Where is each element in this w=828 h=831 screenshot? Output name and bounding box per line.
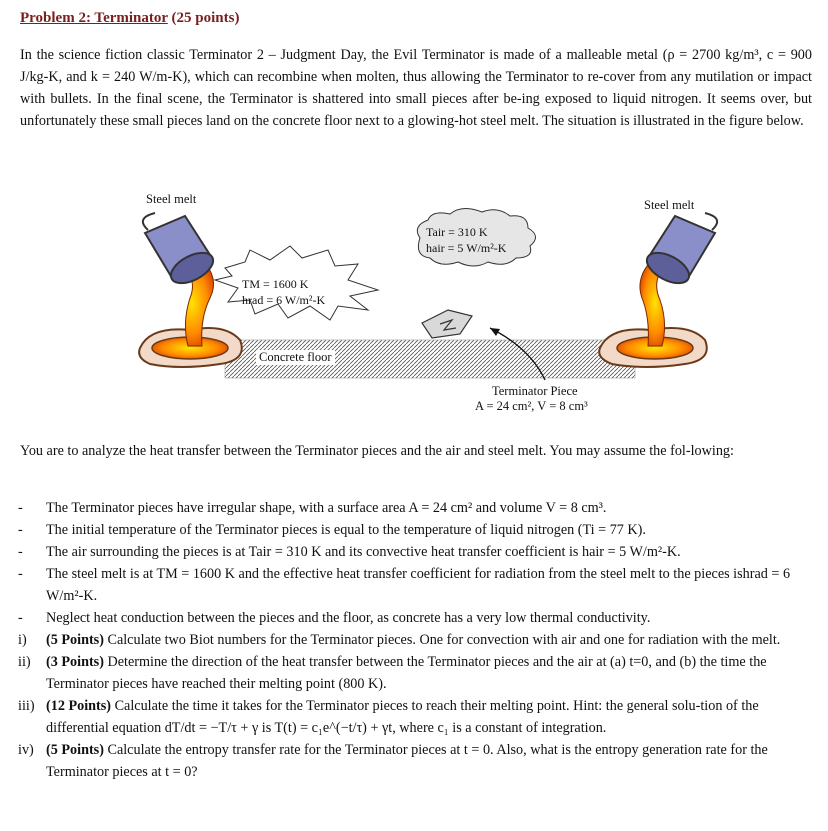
left-melt-label: Steel melt [146, 192, 197, 206]
assumption-item: - The initial temperature of the Terminator pieces is equal to the temperature of liquid nitrogen (Ti = 77 K). [18, 522, 646, 538]
question-item: i) (5 Points) Calculate two Biot numbers for the Terminator pieces. One for convection with air and one for radiation with the melt. [18, 632, 781, 648]
piece-dimensions: A = 24 cm², V = 8 cm³ [475, 399, 588, 413]
analyze-paragraph: You are to analyze the heat transfer between the Terminator pieces and the air and steel melt. You may assume the fol-lowing: [20, 443, 734, 459]
piece-label: Terminator Piece [492, 384, 578, 398]
assumption-item: - Neglect heat conduction between the pieces and the floor, as concrete has a very low thermal conductivity. [18, 610, 651, 626]
question-item: iv) (5 Points) Calculate the entropy transfer rate for the Terminator pieces at t = 0. Also, what is the entropy generation rate for the Terminator pieces at t = 0? [18, 742, 768, 780]
intro-paragraph: In the science fiction classic Terminator 2 – Judgment Day, the Evil Terminator is made of a malleable metal (ρ = 2700 kg/m³, c = 900 J/kg-K, and k = 240 W/m-K), which can recombine when molten, thus allowing the Terminator to re-cover from any mutilation or impact with bullets. In the final scene, the Terminator is shattered into small pieces after be-ing exposed to liquid nitrogen. It seems over, but unfortunately these small pieces land on the concrete floor next to a glowing-hot steel melt. The situation is illustrated in the figure below. [20, 47, 812, 129]
melt-temperature: TM = 1600 K [242, 277, 309, 291]
problem-title [20, 10, 239, 27]
right-steel-melt [599, 213, 717, 367]
melt-h-rad: hrad = 6 W/m²-K [242, 293, 326, 307]
assumption-item: - The air surrounding the pieces is at Tair = 310 K and its convective heat transfer coefficient is hair = 5 W/m²-K. [18, 544, 681, 560]
problem-points: (25 points) [171, 10, 240, 26]
terminator-figure [130, 188, 730, 423]
air-h: hair = 5 W/m²-K [426, 241, 507, 255]
assumptions-and-questions [18, 497, 818, 783]
question-item: ii) (3 Points) Determine the direction of the heat transfer between the Terminator pieces and the air at (a) t=0, and (b) the time the Terminator pieces have reached their melting point (800 K). [18, 654, 767, 692]
problem-heading: Problem 2: Terminator [20, 10, 168, 26]
question-item: iii) (12 Points) Calculate the time it takes for the Terminator pieces to reach their melting point. Hint: the general solu-tion of the differential equation dT/dt = −T/τ + γ is T(t) = c₁e^(−t/τ) + γt, where c₁ is a constant of integration. [18, 698, 759, 736]
left-steel-melt [139, 213, 242, 367]
terminator-piece [422, 310, 472, 338]
right-melt-label: Steel melt [644, 198, 695, 212]
assumption-item: - The steel melt is at TM = 1600 K and the effective heat transfer coefficient for radiation from the steel melt to the pieces ishrad = 6 W/m²-K. [18, 566, 791, 604]
assumption-item: - The Terminator pieces have irregular shape, with a surface area A = 24 cm² and volume V = 8 cm³. [18, 500, 607, 516]
figure-drawing [130, 188, 730, 423]
concrete-floor-label: Concrete floor [256, 350, 335, 365]
air-temperature: Tair = 310 K [426, 225, 488, 239]
